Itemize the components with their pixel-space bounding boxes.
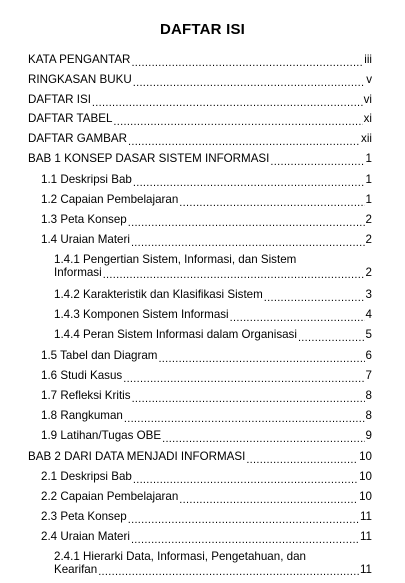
toc-entry[interactable] [28, 113, 372, 126]
toc-entry-page: vi [363, 93, 372, 106]
toc-entry[interactable] [41, 410, 372, 423]
toc-entry-page: 1 [365, 152, 372, 165]
toc-entry[interactable] [41, 214, 372, 227]
toc-entry[interactable] [54, 289, 372, 302]
toc-entry[interactable] [28, 54, 372, 67]
dot-leader [264, 292, 365, 302]
toc-entry-chapter[interactable] [28, 153, 372, 166]
toc-entry[interactable] [41, 491, 372, 504]
toc-entry-label: DAFTAR ISI [28, 93, 91, 106]
toc-entry-page: 1 [365, 173, 372, 186]
toc-entry-label: DAFTAR TABEL [28, 112, 113, 125]
toc-entry-page: 11 [359, 530, 372, 543]
toc-entry-label: 1.4 Uraian Materi [41, 233, 130, 246]
toc-entry-page: 9 [365, 429, 372, 442]
toc-entry[interactable] [41, 174, 372, 187]
toc-entry-page: xi [363, 112, 372, 125]
toc-entry-label-cont: Informasi [54, 265, 102, 279]
dot-leader [92, 97, 363, 107]
toc-entry-page: 10 [359, 450, 372, 463]
toc-entry-label: 1.4.3 Komponen Sistem Informasi [54, 308, 229, 321]
toc-entry[interactable] [41, 471, 372, 484]
toc-entry-label: RINGKASAN BUKU [28, 73, 132, 86]
toc-entry-page: 3 [365, 288, 372, 301]
toc-entry[interactable] [41, 531, 372, 544]
toc-entry-label: 1.8 Rangkuman [41, 409, 123, 422]
dot-leader [230, 312, 365, 322]
dot-leader [298, 332, 365, 342]
dot-leader [133, 177, 365, 187]
dot-leader [179, 494, 358, 504]
toc-entry[interactable] [54, 254, 372, 279]
toc-entry-label: 2.4.1 Hierarki Data, Informasi, Pengetahuan, dan [54, 550, 306, 563]
toc-entry-label: 1.7 Refleksi Kritis [41, 389, 131, 402]
dot-leader [133, 474, 358, 484]
dot-leader [132, 393, 365, 403]
toc-entry-page: 11 [359, 510, 372, 523]
toc-entry[interactable] [41, 194, 372, 207]
toc-entry-page: 2 [365, 265, 372, 279]
dot-leader [123, 373, 364, 383]
toc-entry-label: KATA PENGANTAR [28, 53, 131, 66]
dot-leader [246, 454, 358, 464]
toc-entry[interactable] [41, 350, 372, 363]
toc-entry-page: 2 [365, 233, 372, 246]
toc-entry-label: 1.4.1 Pengertian Sistem, Informasi, dan Sistem [54, 253, 297, 266]
dot-leader [270, 156, 364, 166]
dot-leader [179, 197, 364, 207]
toc-entry-page: 2 [365, 213, 372, 226]
toc-entry[interactable] [41, 430, 372, 443]
dot-leader [131, 237, 365, 247]
toc-entry-page: 4 [365, 308, 372, 321]
toc-entry-label: 1.5 Tabel dan Diagram [41, 349, 158, 362]
toc-entry-label: 2.3 Peta Konsep [41, 510, 127, 523]
dot-leader [133, 77, 365, 87]
dot-leader [113, 116, 362, 126]
toc-entry[interactable] [28, 74, 372, 87]
toc-entry[interactable] [54, 329, 372, 342]
toc-entry-label: 2.4 Uraian Materi [41, 530, 130, 543]
toc-entry[interactable] [41, 511, 372, 524]
toc-entry-label: BAB 2 DARI DATA MENJADI INFORMASI [28, 450, 246, 463]
toc-entry[interactable] [54, 309, 372, 322]
toc-entry-label: 1.6 Studi Kasus [41, 369, 123, 382]
toc-entry-label: 1.3 Peta Konsep [41, 213, 127, 226]
toc-entry[interactable] [28, 94, 372, 107]
toc-entry-label: 2.1 Deskripsi Bab [41, 470, 132, 483]
toc-entry-page: 8 [365, 409, 372, 422]
dot-leader [128, 136, 360, 146]
toc-entry[interactable] [41, 390, 372, 403]
toc-entry[interactable] [41, 234, 372, 247]
toc-entry[interactable] [41, 370, 372, 383]
dot-leader [158, 353, 364, 363]
dot-leader [103, 269, 365, 279]
toc-entry-chapter[interactable] [28, 451, 372, 464]
toc-entry-label: 1.2 Capaian Pembelajaran [41, 193, 179, 206]
dot-leader [162, 433, 364, 443]
dot-leader [131, 57, 363, 67]
dot-leader [124, 413, 365, 423]
dot-leader [128, 514, 359, 524]
toc-entry[interactable] [28, 133, 372, 146]
toc-entry-page: 10 [359, 470, 372, 483]
toc-entry-label: 2.2 Capaian Pembelajaran [41, 490, 179, 503]
toc-entry-label: BAB 1 KONSEP DASAR SISTEM INFORMASI [28, 152, 270, 165]
toc-entry-page: v [366, 73, 372, 86]
dot-leader [98, 566, 359, 576]
toc-entry-label: 1.1 Deskripsi Bab [41, 173, 132, 186]
toc-entry[interactable] [54, 551, 372, 576]
toc-entry-page: 7 [365, 369, 372, 382]
toc-entry-page: 10 [359, 490, 372, 503]
dot-leader [131, 534, 359, 544]
dot-leader [128, 217, 365, 227]
toc-entry-label: 1.9 Latihan/Tugas OBE [41, 429, 162, 442]
toc-entry-page: 6 [365, 349, 372, 362]
toc-entry-page: 11 [359, 562, 372, 576]
toc-entry-page: 5 [365, 328, 372, 341]
toc-entry-page: iii [364, 53, 372, 66]
toc-entry-label-cont: Kearifan [54, 562, 98, 576]
toc-heading: DAFTAR ISI [159, 21, 246, 38]
toc-entry-label: 1.4.2 Karakteristik dan Klasifikasi Sistem [54, 288, 263, 301]
toc-entry-label: 1.4.4 Peran Sistem Informasi dalam Organisasi [54, 328, 297, 341]
toc-entry-page: xii [361, 132, 372, 145]
toc-entry-page: 1 [365, 193, 372, 206]
toc-entry-label: DAFTAR GAMBAR [28, 132, 127, 145]
toc-entry-page: 8 [365, 389, 372, 402]
